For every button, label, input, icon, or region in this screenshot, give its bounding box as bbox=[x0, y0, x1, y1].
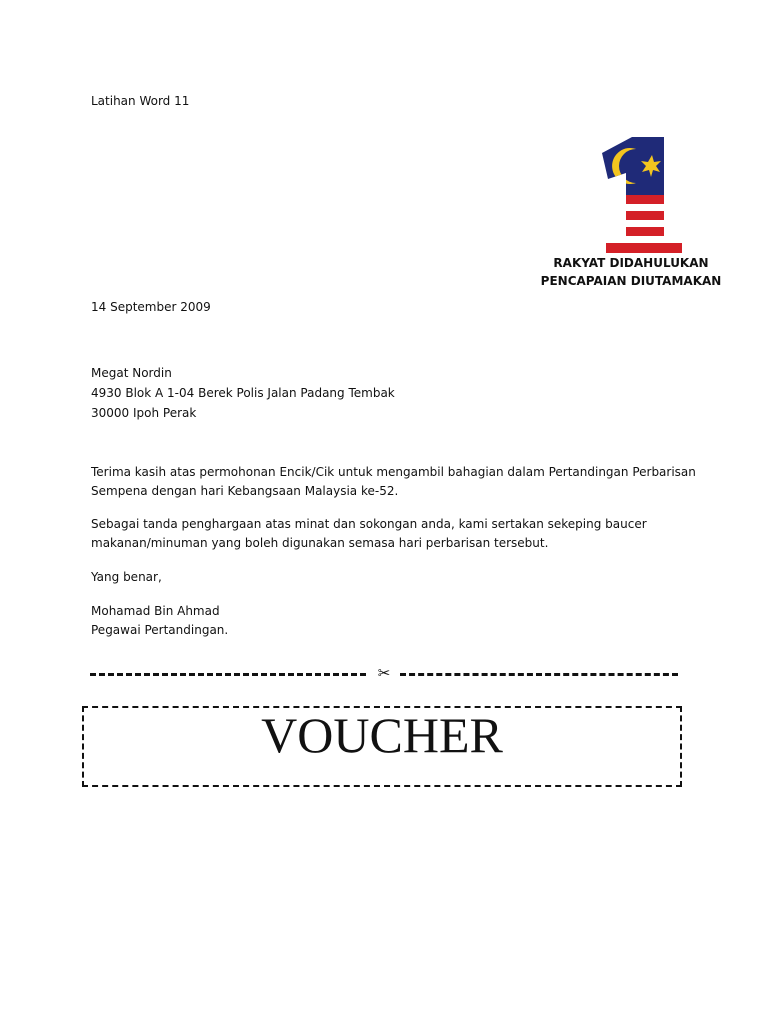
paragraph1-line1: Terima kasih atas permohonan Encik/Cik untuk mengambil bahagian dalam Pertandingan Perbarisan bbox=[91, 465, 696, 479]
cut-line-left bbox=[90, 673, 366, 676]
slogan-line-1: RAKYAT DIDAHULUKAN bbox=[553, 256, 709, 270]
cut-line-right bbox=[400, 673, 678, 676]
signatory-name: Mohamad Bin Ahmad bbox=[91, 604, 220, 618]
letter-date: 14 September 2009 bbox=[91, 300, 211, 314]
1malaysia-logo bbox=[580, 133, 692, 253]
paragraph2-line2: makanan/minuman yang boleh digunakan semasa hari perbarisan tersebut. bbox=[91, 536, 549, 550]
voucher-title: VOUCHER bbox=[261, 707, 503, 763]
document-title: Latihan Word 11 bbox=[91, 94, 190, 108]
paragraph2-line1: Sebagai tanda penghargaan atas minat dan sokongan anda, kami sertakan sekeping baucer bbox=[91, 517, 647, 531]
recipient-address-line1: 4930 Blok A 1-04 Berek Polis Jalan Padang Tembak bbox=[91, 386, 395, 400]
recipient-name: Megat Nordin bbox=[91, 366, 172, 380]
cut-line bbox=[90, 664, 680, 684]
voucher-box bbox=[82, 706, 682, 787]
closing: Yang benar, bbox=[91, 570, 162, 584]
paragraph1-line2: Sempena dengan hari Kebangsaan Malaysia ke-52. bbox=[91, 484, 399, 498]
scissors-icon: ✂ bbox=[377, 664, 391, 682]
slogan-line-2: PENCAPAIAN DIUTAMAKAN bbox=[540, 274, 722, 288]
recipient-address-line2: 30000 Ipoh Perak bbox=[91, 406, 197, 420]
signatory-title: Pegawai Pertandingan. bbox=[91, 623, 229, 637]
